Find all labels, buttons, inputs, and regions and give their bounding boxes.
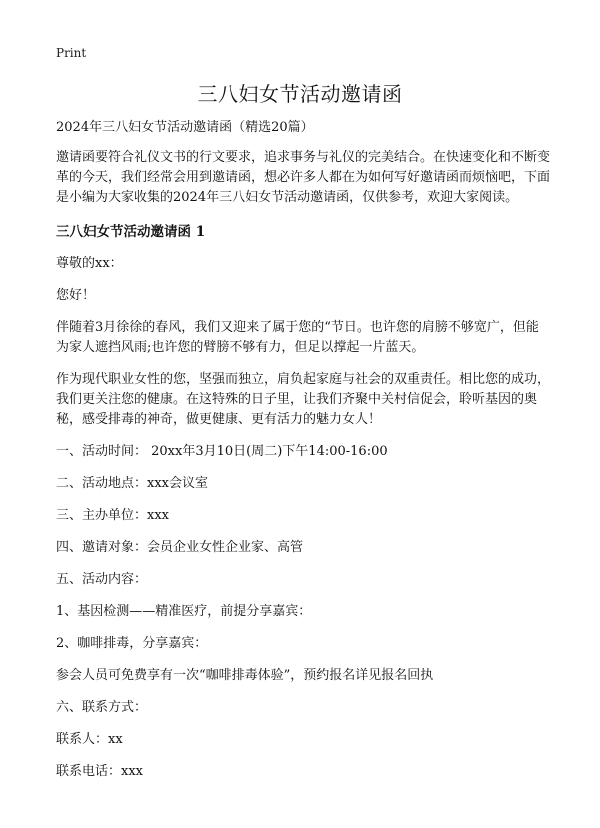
salutation: 尊敬的xx： [56,256,123,271]
sub-item-1: 1、基因检测——精准医疗，前提分享嘉宾： [56,604,312,619]
print-link[interactable]: Print [56,46,87,60]
item-time: 一、活动时间： 20xx年3月10日(周二)下午14:00-16:00 [56,444,388,459]
greeting: 您好！ [56,288,96,303]
page-title: 三八妇女节活动邀请函 [197,82,403,106]
item-contact: 六、联系方式： [56,700,148,715]
document-body [56,118,550,794]
body-paragraph-1: 伴随着3月徐徐的春风，我们又迎来了属于您的“节日。也许您的肩膀不够宽广，但能为家人遮挡风雨;也许您的臂膀不够有力，但足以撑起一片蓝天。 [56,320,539,355]
contact-person: 联系人：xx [56,732,123,747]
contact-phone: 联系电话：xxx [56,764,143,779]
section-title: 三八妇女节活动邀请函 1 [56,224,206,240]
intro-paragraph: 邀请函要符合礼仪文书的行文要求，追求事务与礼仪的完美结合。在快速变化和不断变革的今天，我们经常会用到邀请函，想必许多人都在为如何写好邀请函而烦恼吧，下面是小编为大家收集的2024年三八妇女节活动邀请函，仅供参考，欢迎大家阅读。 [56,150,551,205]
item-place: 二、活动地点：xxx会议室 [56,476,208,491]
item-host: 三、主办单位：xxx [56,508,169,523]
document-subtitle: 2024年三八妇女节活动邀请函（精选20篇） [56,120,314,135]
body-paragraph-2: 作为现代职业女性的您，坚强而独立，肩负起家庭与社会的双重责任。相比您的成功，我们更关注您的健康。在这特殊的日子里，让我们齐聚中关村信促会，聆听基因的奥秘，感受排毒的神奇，做更健康、更有活力的魅力女人！ [56,372,551,427]
item-content: 五、活动内容： [56,572,148,587]
item-invitees: 四、邀请对象：会员企业女性企业家、高管 [56,540,304,555]
sub-item-2: 2、咖啡排毒，分享嘉宾： [56,636,208,651]
free-note: 参会人员可免费享有一次“咖啡排毒体验”，预约报名详见报名回执 [56,668,434,683]
